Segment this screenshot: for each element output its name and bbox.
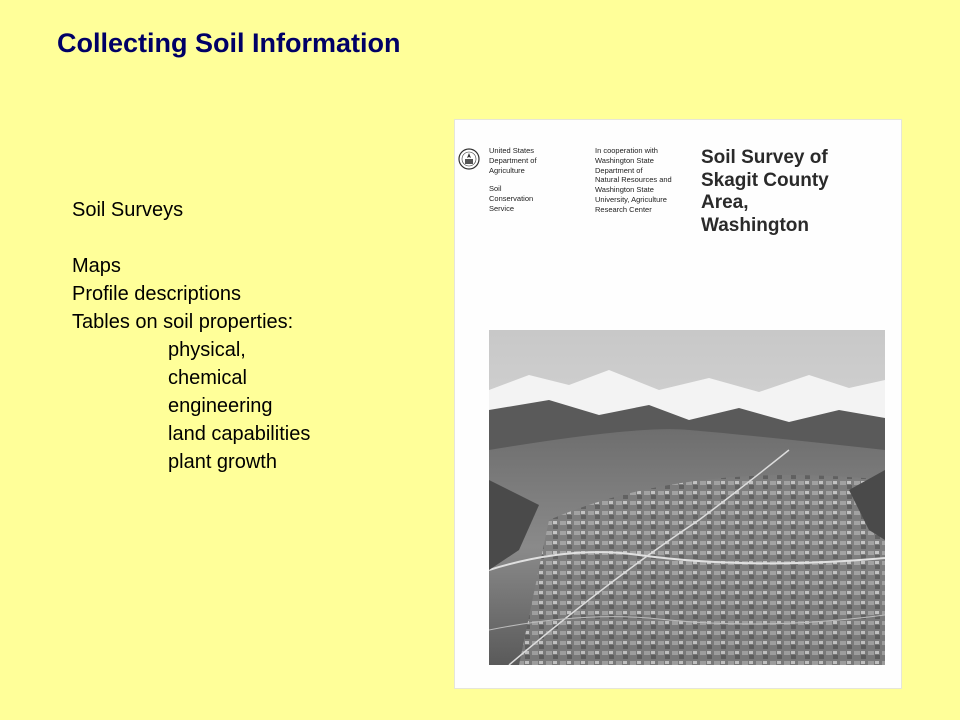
agency-line: United States: [489, 146, 535, 155]
agency-line: Agriculture: [489, 165, 525, 175]
service-line: Conservation: [489, 194, 534, 204]
coop-line: Research Center: [595, 204, 652, 214]
usda-seal-icon: [458, 148, 480, 170]
agency-block: [489, 146, 537, 214]
sub-item-chemical: chemical: [168, 367, 247, 389]
coop-line: University, Agriculture: [595, 194, 667, 204]
cover-title-line: Skagit County: [701, 169, 829, 191]
coop-line: In cooperation with: [595, 146, 658, 155]
agency-line: Department of: [489, 155, 537, 165]
bullet-soil-surveys: Soil Surveys: [72, 199, 184, 221]
agency-spacer: [489, 175, 537, 184]
cover-title: [701, 147, 829, 237]
sub-item-plant-growth: plant growth: [168, 451, 277, 473]
service-line: Soil: [489, 184, 502, 194]
cover-title-line: Soil Survey of: [701, 147, 828, 168]
coop-line: Washington State: [595, 185, 654, 195]
coop-line: Department of: [595, 165, 643, 175]
sub-item-land-capabilities: land capabilities: [168, 423, 311, 445]
bullet-list: [72, 196, 310, 476]
cooperation-block: [595, 146, 672, 215]
bullet-spacer: [72, 224, 310, 252]
soil-survey-cover-image: [455, 120, 901, 688]
aerial-valley-photo: [489, 330, 885, 665]
cover-title-line: Washington: [701, 214, 809, 236]
coop-line: Natural Resources and: [595, 175, 672, 185]
sub-item-engineering: engineering: [168, 395, 273, 417]
slide-title: Collecting Soil Information: [57, 28, 401, 58]
bullet-tables: Tables on soil properties:: [72, 311, 294, 333]
service-line: Service: [489, 203, 515, 213]
sub-item-physical: physical,: [168, 339, 246, 361]
bullet-maps: Maps: [72, 255, 121, 277]
coop-line: Washington State: [595, 155, 654, 165]
bullet-profile-descriptions: Profile descriptions: [72, 283, 241, 305]
cover-title-line: Area,: [701, 192, 749, 213]
